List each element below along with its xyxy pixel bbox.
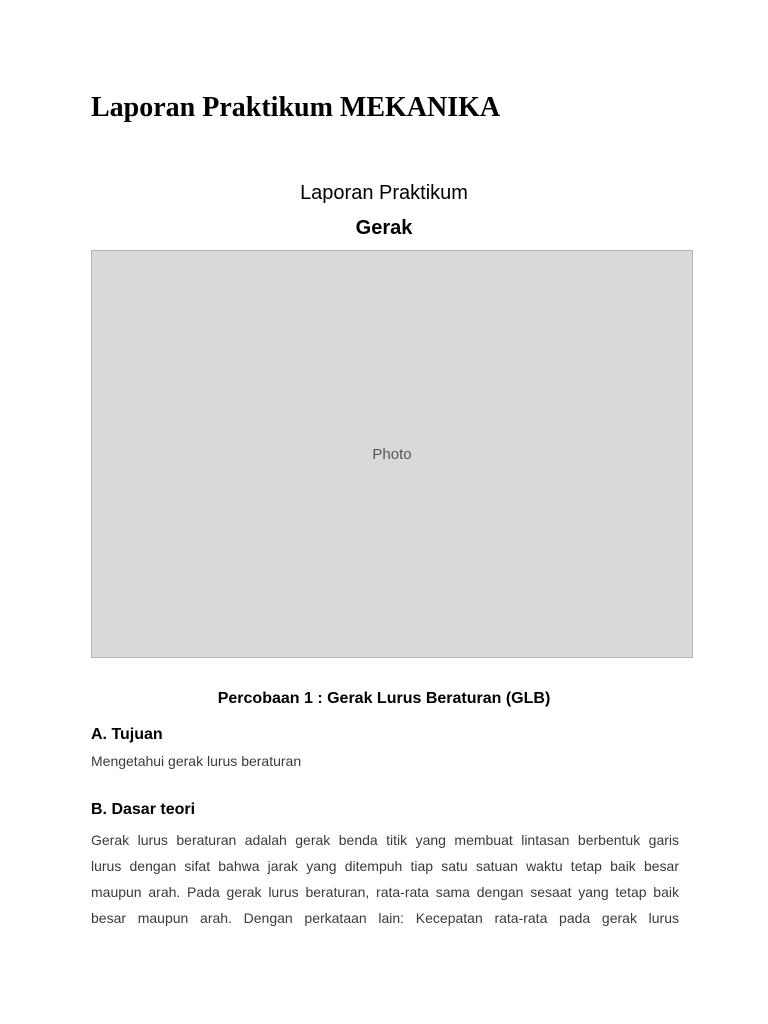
section-b-paragraph <box>91 827 679 931</box>
section-a-text: Mengetahui gerak lurus beraturan <box>91 753 302 769</box>
paragraph-line: lurus dengan sifat bahwa jarak yang ditempuh tiap satu satuan waktu tetap baik besar <box>91 858 679 874</box>
train-photo <box>91 250 693 658</box>
report-subtitle: Laporan Praktikum <box>300 182 468 204</box>
document-title: Laporan Praktikum MEKANIKA <box>91 92 501 123</box>
paragraph-line: besar maupun arah. Dengan perkataan lain: Kecepatan rata-rata pada gerak lurus <box>91 910 679 926</box>
section-b-heading: B. Dasar teori <box>91 801 196 818</box>
paragraph-line: maupun arah. Pada gerak lurus beraturan, rata-rata sama dengan sesaat yang tetap baik <box>91 884 679 900</box>
experiment-heading: Percobaan 1 : Gerak Lurus Beraturan (GLB) <box>217 690 551 707</box>
report-topic: Gerak <box>355 217 413 239</box>
paragraph-line: Gerak lurus beraturan adalah gerak benda titik yang membuat lintasan berbentuk garis <box>91 832 679 848</box>
image-placeholder-label: Photo <box>372 445 412 463</box>
section-a-heading: A. Tujuan <box>91 726 163 743</box>
